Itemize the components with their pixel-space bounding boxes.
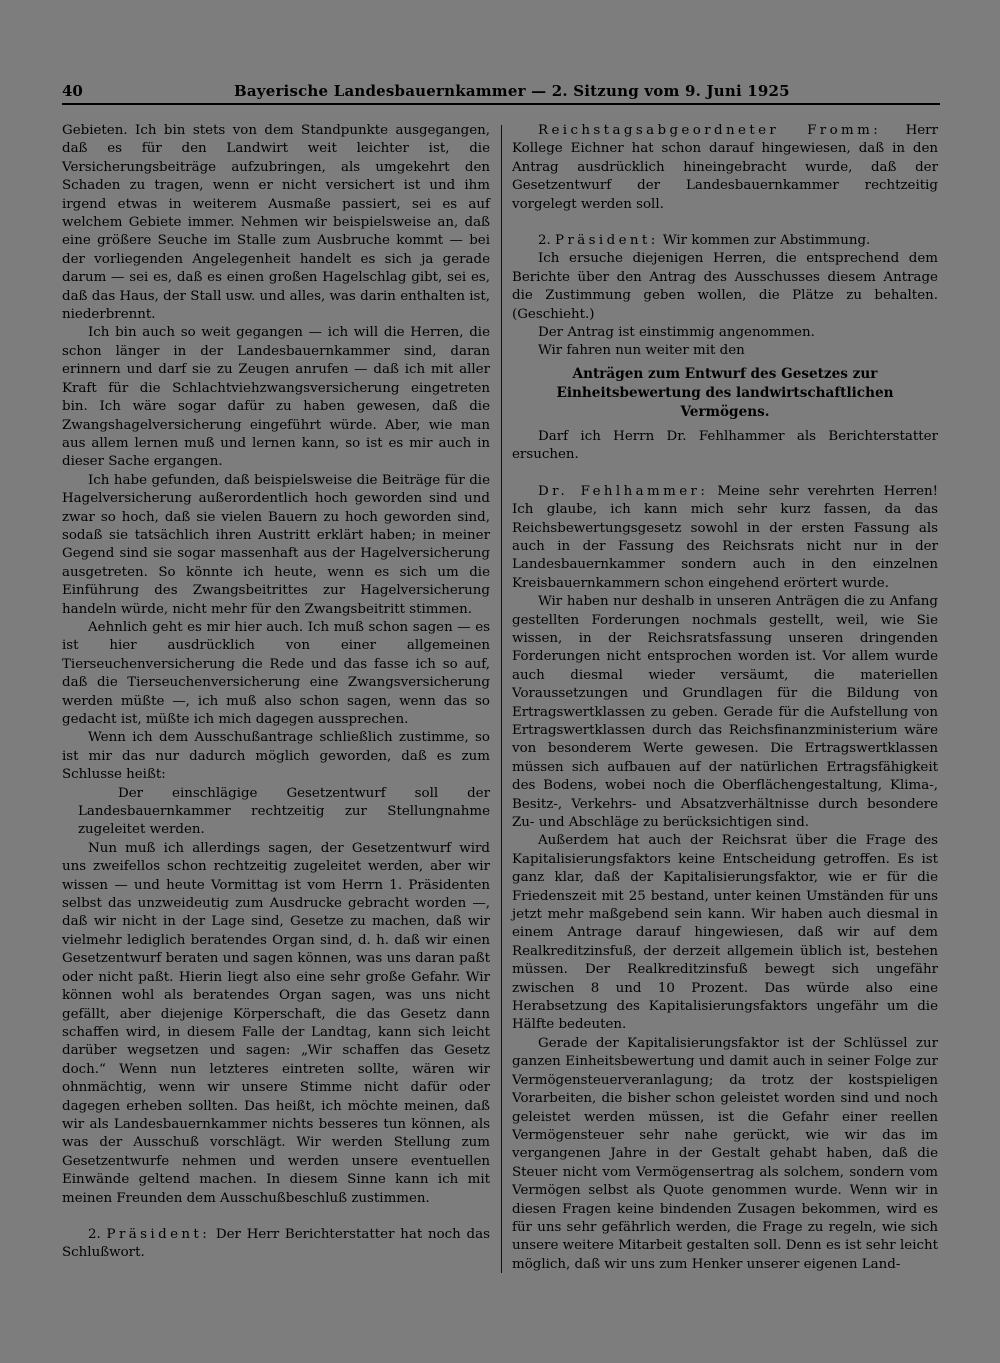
fehlhammer-speaker: Dr. Fehlhammer:	[538, 483, 709, 499]
right-paragraph-9: Außerdem hat auch der Reichsrat über die Frage des Kapitalisierungsfaktors keine Entscheidung getroffen. Es ist ganz klar, daß der Kapitalisierungsfaktor, wie er für die Friedenszeit mit 25 bestand, unter keinen Umständen für uns jetzt mehr maßgebend sein kann. Wir haben auch diesmal in einem Antrage darauf hingewiesen, daß wir auf dem Realkreditzinsfuß, der derzeit allgemein üblich ist, bestehen müssen. Der Realkreditzinsfuß bewegt sich ungefähr zwischen 8 und 10 Prozent. Das würde also eine Herabsetzung des Kapitalisierungsfaktors ungefähr um die Hälfte bedeuten.	[512, 833, 938, 1033]
right-gap-2	[512, 465, 938, 483]
right-president-speaker: Präsident:	[555, 233, 659, 249]
right-paragraph-3: Ich ersuche diejenigen Herren, die entsprechend dem Berichte über den Antrag des Ausschusses diesem Antrage die Zustimmung geben wollen, die Plätze zu behalten. (Geschieht.)	[512, 251, 938, 322]
section-heading: Anträgen zum Entwurf des Gesetzes zur Einheitsbewertung des landwirtschaftlichen Vermögens.	[556, 365, 894, 420]
left-paragraph-president	[62, 1226, 490, 1263]
right-paragraph-8: Wir haben nur deshalb in unseren Anträgen die zu Anfang gestellten Forderungen nochmals gestellt, weil, wie Sie wissen, in der Reichsratsfassung unseren dringenden Forderungen nicht entsprochen worden ist. Vor allem wurde auch diesmal wieder versäumt, die materiellen Voraussetzungen und Grundlagen für die Bildung von Ertragswertklassen zu geben. Gerade für die Aufstellung von Ertragswertklassen durch das Reichsfinanzministerium wäre von besonderem Werte gewesen. Die Ertragswertklassen müssen sich aufbauen auf der natürlichen Ertragsfähigkeit des Bodens, wobei noch die Oberflächengestaltung, Klima-, Besitz-, Verkehrs- und Absatzverhältnisse durch besondere Zu- und Abschläge zu berücksichtigen sind.	[512, 594, 938, 830]
right-paragraph-5: Wir fahren nun weiter mit den	[538, 343, 745, 359]
left-paragraph-4: Aehnlich geht es mir hier auch. Ich muß schon sagen — es ist hier ausdrücklich von einer allgemeinen Tierseuchenversicherung die Rede und das fasse ich so auf, daß die Tierseuchenversicherung eine Zwangsversicherung werden müßte —, ich muß also schon sagen, wenn das so gedacht ist, müßte ich mich dagegen aussprechen.	[62, 619, 490, 727]
right-column	[512, 122, 938, 1274]
fromm-speaker: Reichstagsabgeordneter Fromm:	[538, 123, 882, 138]
right-paragraph-fromm	[512, 122, 938, 214]
right-president-prefix: 2.	[538, 233, 556, 249]
left-paragraph-2: Ich bin auch so weit gegangen — ich will die Herren, die schon länger in der Landesbauernkammer sind, daran erinnern und darf sie zu Zeugen anrufen — daß ich mit aller Kraft für die Schlachtviehzwangsversicherung eingetreten bin. Ich wäre sogar dafür zu haben gewesen, daß die Zwangshagelversicherung eingeführt würde. Aber, wie man aus allem lernen muß und lernen kann, so ist es mir auch in dieser Sache ergangen.	[62, 325, 490, 470]
right-paragraph-president	[512, 232, 938, 250]
right-paragraph-6: Darf ich Herrn Dr. Fehlhammer als Berichterstatter ersuchen.	[512, 428, 938, 463]
left-paragraph-1: Gebieten. Ich bin stets von dem Standpunkte ausgegangen, daß es für den Landwirt weit leichter ist, die Versicherungsbeiträge aufzubringen, als umgekehrt den Schaden zu tragen, wenn er nicht versichert ist und ihm irgend etwas in weiterem Ausmaße passiert, sei es auf welchem Gebiete immer. Nehmen wir beispielsweise an, daß eine größere Seuche im Stalle zum Ausbruche kommt — bei der vorliegenden Angelegenheit handelt es sich ja gerade darum — sei es, daß es einen großen Hagelschlag gibt, sei es, daß das Haus, der Stall usw. und alles, was darin enthalten ist, niederbrennt.	[62, 123, 490, 323]
left-president-prefix: 2.	[88, 1226, 107, 1242]
right-paragraph-10: Gerade der Kapitalisierungsfaktor ist der Schlüssel zur ganzen Einheitsbewertung und damit auch in seiner Folge zur Vermögensteuerveranlagung; da trotz der kostspieligen Vorarbeiten, die bisher schon geleistet worden sind und noch geleistet werden müssen, ist die Gefahr einer reellen Vermögensteuer sehr nahe gerückt, wie wir das im vergangenen Jahre in der Gestalt gehabt haben, daß die Steuer nicht vom Vermögensertrag als solchem, sondern vom Vermögen selbst als Quote genommen wurde. Wenn wir in diesen Fragen keine bindenden Zusagen bekommen, wird es für uns sehr gefährlich werden, die Frage zu regeln, wie sich unsere weitere Mitarbeit gestalten soll. Denn es ist sehr leicht möglich, daß wir uns zum Henker unserer eigenen Land-	[512, 1035, 938, 1272]
right-paragraph-fehlhammer	[512, 483, 938, 593]
right-gap-1	[512, 214, 938, 232]
fehlhammer-text: Meine sehr verehrten Herren! Ich glaube, ich kann mich sehr kurz fassen, da das Reichsbewertungsgesetz sowohl in der ersten Fassung als auch in der Fassung des Reichsrats nicht nur in der Landesbauernkammer sondern auch in den einzelnen Kreisbauernkammern schon eingehend erörtert wurde.	[512, 483, 938, 591]
right-paragraph-4: Der Antrag ist einstimmig angenommen.	[538, 325, 815, 341]
running-title: Bayerische Landesbauernkammer — 2. Sitzung vom 9. Juni 1925	[234, 82, 790, 100]
left-president-text: Der Herr Berichterstatter hat noch das Schlußwort.	[62, 1226, 490, 1261]
left-president-speaker: Präsident:	[106, 1226, 211, 1242]
left-paragraph-7: Nun muß ich allerdings sagen, der Gesetzentwurf wird uns zweifellos schon rechtzeitig zugeleitet werden, aber wir wissen — und heute Vormittag ist vom Herrn 1. Präsidenten selbst das unzweideutig zum Ausdrucke gebracht worden —, daß wir nicht in der Lage sind, Gesetze zu machen, daß wir vielmehr lediglich beratendes Organ sind, d. h. daß wir einen Gesetzentwurf beraten und sagen können, was uns daran paßt oder nicht paßt. Hierin liegt also eine sehr große Gefahr. Wir können wohl als beratendes Organ sagen, was uns nicht gefällt, aber diejenige Körperschaft, die das Gesetz dann schaffen wird, in diesem Falle der Landtag, kann sich leicht darüber wegsetzen und sagen: „Wir schaffen das Gesetz doch.“ Wenn nun letzteres eintreten sollte, wären wir ohnmächtig, wenn wir unsere Stimme nicht dafür oder dagegen erheben sollten. Das heißt, ich möchte meinen, daß wir als Landesbauernkammer nichts besseres tun können, als was der Ausschuß vorschlägt. Wir werden Stellung zum Gesetzentwurfe nehmen und werden unsere eventuellen Einwände geltend machen. In diesem Sinne kann ich mit meinen Freunden dem Ausschußbeschluß zustimmen.	[62, 840, 490, 1206]
right-president-text: Wir kommen zur Abstimmung.	[658, 233, 871, 249]
page-number: 40	[62, 82, 83, 100]
header-rule	[62, 103, 940, 105]
left-gap	[62, 1208, 490, 1226]
fromm-text: Herr Kollege Eichner hat schon darauf hingewiesen, daß in den Antrag ausdrücklich hineingebracht wurde, daß der Gesetzentwurf der Landesbauernkammer rechtzeitig vorgelegt werden soll.	[512, 123, 938, 212]
left-quote: Der einschlägige Gesetzentwurf soll der Landesbauernkammer rechtzeitig zur Stellungnahme zugeleitet werden.	[78, 785, 490, 838]
column-divider	[501, 125, 502, 1273]
left-paragraph-5: Wenn ich dem Ausschußantrage schließlich zustimme, so ist mir das nur dadurch möglich geworden, daß es zum Schlusse heißt:	[62, 730, 490, 783]
left-column	[62, 122, 490, 1263]
left-paragraph-3: Ich habe gefunden, daß beispielsweise die Beiträge für die Hagelversicherung außerordentlich hoch geworden sind und zwar so hoch, daß sie vielen Bauern zu hoch geworden sind, sodaß sie tatsächlich ihren Austritt erklärt haben; in meiner Gegend sind sie sogar massenhaft aus der Hagelversicherung ausgetreten. So könnte ich heute, wenn es sich um die Einführung des Zwangsbeitrittes zur Hagelversicherung handeln würde, nicht mehr für den Zwangsbeitritt stimmen.	[62, 472, 490, 617]
